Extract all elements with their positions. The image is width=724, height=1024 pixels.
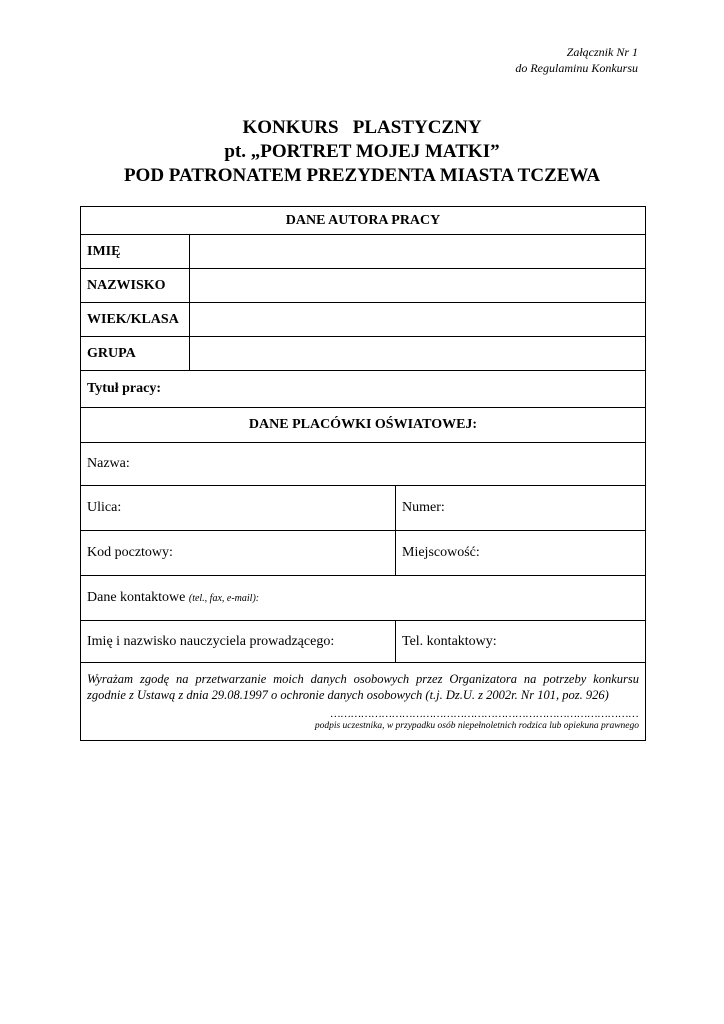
age-class-label: WIEK/KLASA xyxy=(81,303,190,337)
group-field[interactable] xyxy=(190,337,646,371)
consent-text: Wyrażam zgodę na przetwarzanie moich danych osobowych przez Organizatora na potrzeby konkursu zgodnie z Ustawą z dnia 29.08.1997 o ochronie danych osobowych (t.j. Dz.U. z 2002r. Nr 101, poz. 926) xyxy=(87,672,640,702)
title-line-2: pt. „PORTRET MOJEJ MATKI” xyxy=(224,141,500,162)
last-name-label: NAZWISKO xyxy=(81,269,190,303)
number-label: Numer: xyxy=(402,500,445,515)
street-field[interactable] xyxy=(81,486,396,531)
street-label: Ulica: xyxy=(87,500,122,515)
city-label: Miejscowość: xyxy=(402,545,480,560)
title-line-1: KONKURS PLASTYCZNY xyxy=(242,117,482,138)
number-field[interactable] xyxy=(396,486,646,531)
document-title xyxy=(0,116,724,188)
teacher-field[interactable] xyxy=(81,621,396,663)
contact-field[interactable] xyxy=(81,576,646,621)
work-title-label: Tytuł pracy: xyxy=(87,381,162,396)
first-name-label: IMIĘ xyxy=(81,235,190,269)
institution-name-label: Nazwa: xyxy=(87,456,130,471)
last-name-field[interactable] xyxy=(190,269,646,303)
institution-section-header: DANE PLACÓWKI OŚWIATOWEJ: xyxy=(81,408,646,443)
postal-code-field[interactable] xyxy=(81,531,396,576)
contact-label: Dane kontaktowe xyxy=(87,590,186,605)
first-name-field[interactable] xyxy=(190,235,646,269)
signature-caption: podpis uczestnika, w przypadku osób niepełnoletnich rodzica lub opiekuna prawnego xyxy=(314,721,640,731)
phone-field[interactable] xyxy=(396,621,646,663)
author-section-header: DANE AUTORA PRACY xyxy=(81,207,646,235)
signature-line[interactable]: ……………………………………………………………………………… xyxy=(330,709,640,720)
postal-code-label: Kod pocztowy: xyxy=(87,545,173,560)
annex-reference: do Regulaminu Konkursu xyxy=(515,61,638,75)
phone-label: Tel. kontaktowy: xyxy=(402,633,497,649)
annex-note xyxy=(515,44,638,76)
institution-name-field[interactable] xyxy=(81,443,646,486)
group-label: GRUPA xyxy=(81,337,190,371)
title-line-3: POD PATRONATEM PREZYDENTA MIASTA TCZEWA xyxy=(123,165,601,186)
age-class-field[interactable] xyxy=(190,303,646,337)
city-field[interactable] xyxy=(396,531,646,576)
consent-box xyxy=(81,663,646,741)
application-form xyxy=(80,206,646,741)
work-title-field[interactable] xyxy=(81,371,646,408)
teacher-label: Imię i nazwisko nauczyciela prowadzącego: xyxy=(87,633,335,649)
annex-number: Załącznik Nr 1 xyxy=(566,45,638,59)
contact-hint: (tel., fax, e-mail): xyxy=(188,593,260,604)
